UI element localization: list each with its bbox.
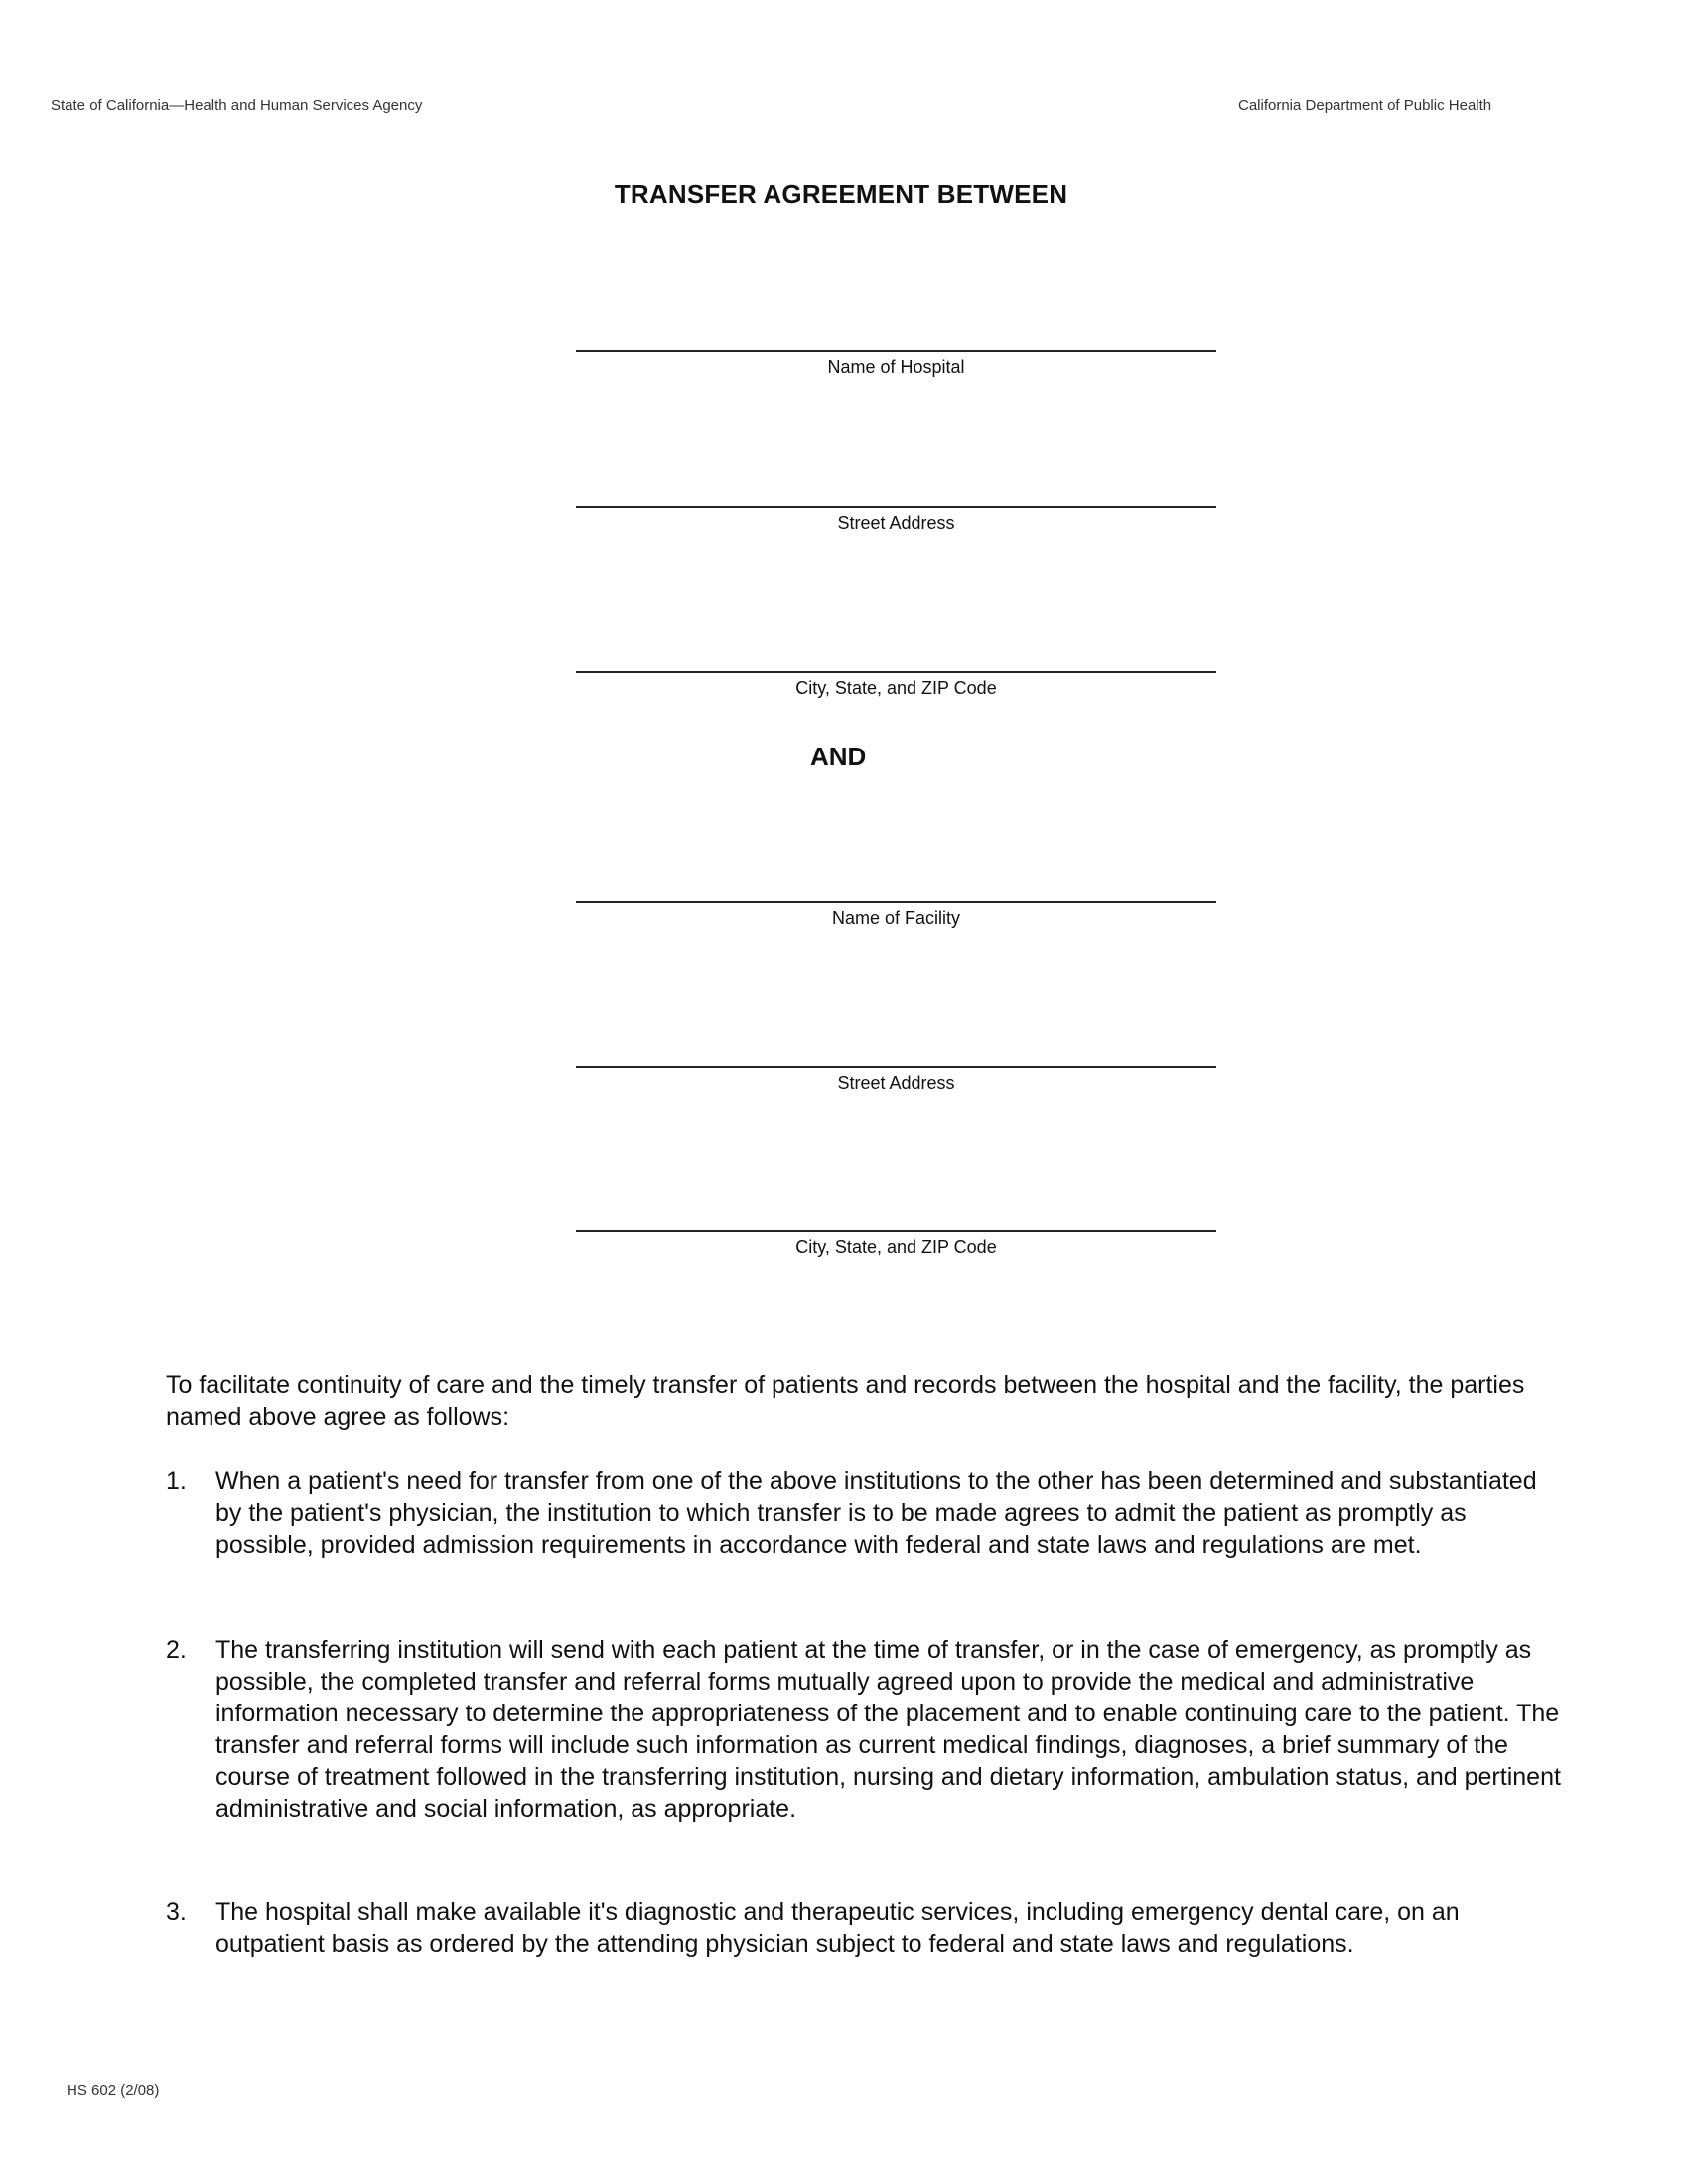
- header-agency: State of California—Health and Human Services Agency: [51, 97, 423, 114]
- page-title-text: TRANSFER AGREEMENT BETWEEN: [614, 179, 1068, 208]
- facility-street-label: Street Address: [837, 1073, 955, 1093]
- hospital-city-label: City, State, and ZIP Code: [795, 678, 997, 698]
- hospital-name-label: Name of Hospital: [827, 357, 965, 377]
- hospital-city-line: [576, 671, 1216, 673]
- hospital-city-field[interactable]: [576, 671, 1216, 699]
- hospital-name-field[interactable]: [576, 350, 1216, 378]
- item-number: 3.: [166, 1898, 187, 1926]
- facility-city-line: [576, 1230, 1216, 1232]
- facility-street-field[interactable]: [576, 1066, 1216, 1094]
- header-department: California Department of Public Health: [1238, 97, 1492, 114]
- item-text: The hospital shall make available it's diagnostic and therapeutic services, including emergency dental care, on an outpatient basis as ordered by the attending physician subject to federal and state laws and regulations.: [215, 1898, 1460, 1958]
- hospital-street-field[interactable]: [576, 506, 1216, 534]
- facility-name-field[interactable]: [576, 901, 1216, 929]
- hospital-street-line: [576, 506, 1216, 508]
- facility-city-label: City, State, and ZIP Code: [795, 1237, 997, 1257]
- item-number: 2.: [166, 1636, 187, 1664]
- hospital-name-line: [576, 350, 1216, 352]
- agreement-item-2: [166, 1634, 1566, 1825]
- intro-paragraph: To facilitate continuity of care and the timely transfer of patients and records between the hospital and the facility, the parties named above agree as follows:: [166, 1371, 1525, 1431]
- facility-street-line: [576, 1066, 1216, 1068]
- page-title: [0, 179, 1688, 209]
- item-text: When a patient's need for transfer from one of the above institutions to the other has been determined and substantiated by the patient's physician, the institution to which transfer is to be made agrees to admit the patient as promptly as possible, provided admission requirements in accordance with federal and state laws and regulations are met.: [215, 1467, 1537, 1559]
- hospital-street-label: Street Address: [837, 513, 955, 533]
- facility-name-label: Name of Facility: [831, 908, 961, 928]
- agreement-item-1: [166, 1465, 1566, 1561]
- item-text: The transferring institution will send with each patient at the time of transfer, or in the case of emergency, as promptly as possible, the completed transfer and referral forms mutually agreed upon to provide the medical and administrative information necessary to determine the appropriateness of the placement and to enable continuing care to the patient. The transfer and referral forms will include such information as current medical findings, diagnoses, a brief summary of the course of treatment followed in the transferring institution, nursing and dietary information, ambulation status, and pertinent administrative and social information, as appropriate.: [215, 1636, 1561, 1823]
- facility-city-field[interactable]: [576, 1230, 1216, 1258]
- and-heading: AND: [810, 742, 867, 771]
- item-number: 1.: [166, 1467, 187, 1495]
- facility-name-line: [576, 901, 1216, 903]
- agreement-item-3: [166, 1896, 1566, 1960]
- form-number: HS 602 (2/08): [67, 2082, 160, 2099]
